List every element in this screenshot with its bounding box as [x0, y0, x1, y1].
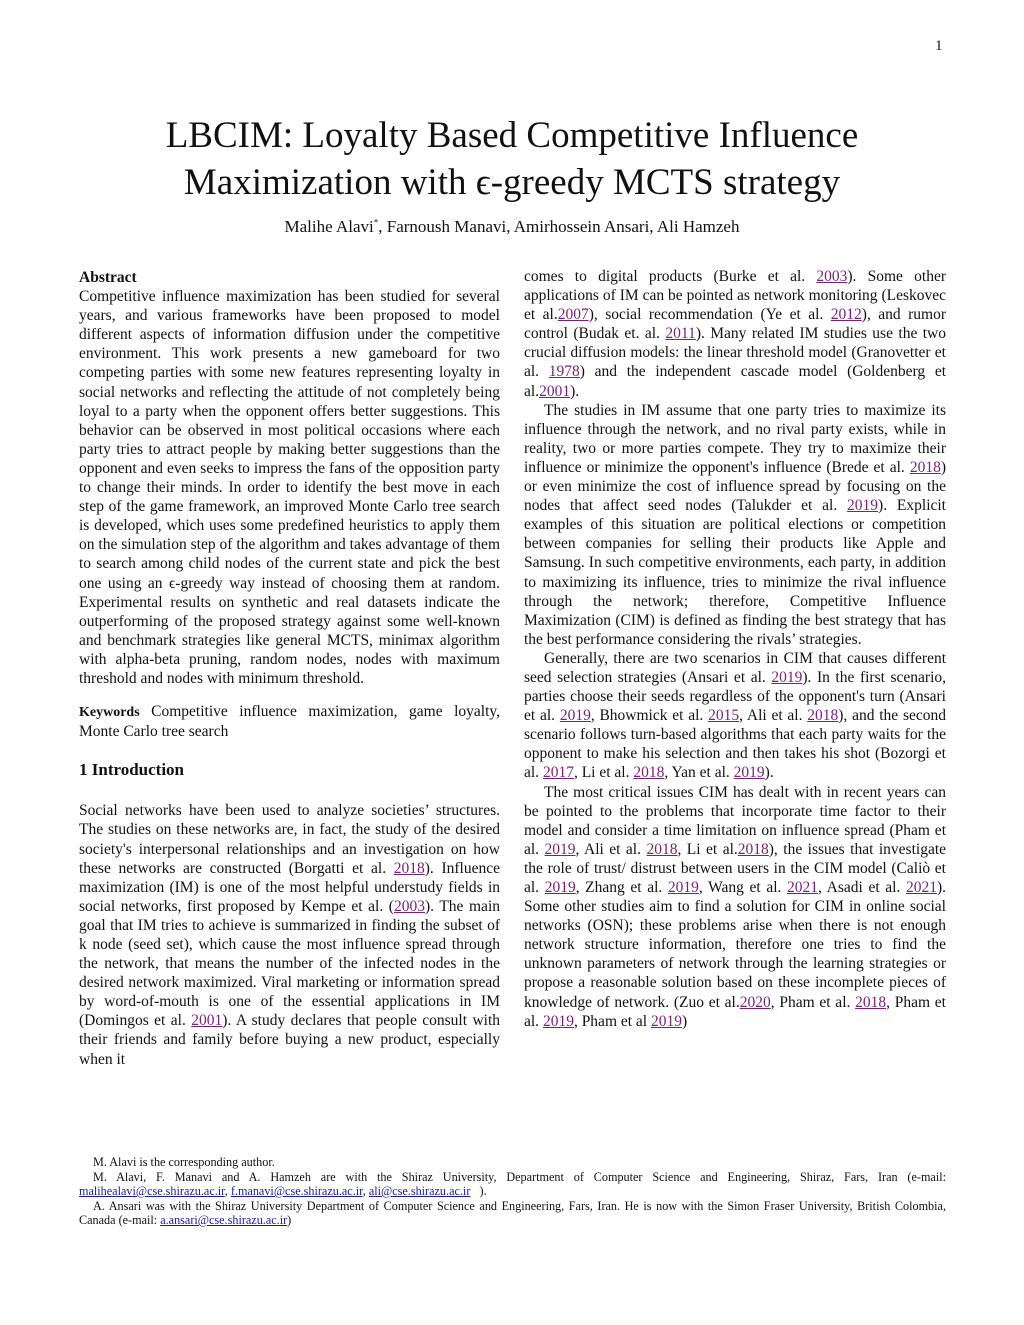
- first-author: Malihe Alavi: [284, 217, 374, 236]
- text-run: , Asadi et al.: [818, 879, 906, 896]
- citation-link[interactable]: 2019: [733, 764, 765, 782]
- text-run: Social networks have been used to analyze societies’ structures. The studies on these networks are, in fact, the study of the desired society's interpersonal relationships and an investigation on how these networks are constructed (Borgatti et al.: [79, 802, 500, 877]
- text-run: A. Ansari was with the Shiraz University Department of Computer Science and Engineering, Fars, Iran. He is now with the Simon Fraser University, British Colombia, Canada (e-mail:: [79, 1198, 946, 1227]
- text-run: ).: [570, 382, 580, 400]
- text-run: M. Alavi, F. Manavi and A. Hamzeh are with the Shiraz University, Department of Computer Science and Engineering, Shiraz, Fars, Iran (e-mail:: [93, 1169, 946, 1184]
- keywords-text: Competitive influence maximization, game loyalty, Monte Carlo tree search: [79, 703, 500, 741]
- paragraph-continued: [524, 267, 946, 401]
- text-run: ). Some other studies aim to find a solution for CIM in online social networks (OSN); these problems arise when there is not enough network structure information, therefore one tries to find the unknown parameters of network through the learning strategies or propose a reasonable solution based on these incomplete pieces of knowledge of network. (Zuo et al.: [524, 879, 946, 1011]
- citation-link[interactable]: 2018: [855, 993, 887, 1011]
- paper-title: [80, 112, 944, 206]
- citation-link[interactable]: 2015: [708, 707, 740, 725]
- author-list: [80, 217, 944, 237]
- corresponding-mark: *: [373, 217, 379, 228]
- text-run: , Ali et al.: [575, 840, 647, 858]
- citation-link[interactable]: 2019: [544, 879, 576, 896]
- citation-link[interactable]: 2019: [771, 668, 803, 686]
- other-authors: , Farnoush Manavi, Amirhossein Ansari, Ali Hamzeh: [378, 217, 740, 236]
- abstract-heading: Abstract: [79, 269, 137, 286]
- text-run: ). A study declares that people consult with their friends and family before buying a new product, especially when it: [79, 1012, 501, 1068]
- citation-link[interactable]: 2007: [557, 306, 589, 324]
- keywords: [79, 702, 500, 741]
- text-run: , Yan et al.: [664, 764, 734, 782]
- paragraph-cim-scenarios: [524, 649, 946, 783]
- email-link[interactable]: a.ansari@cse.shirazu.ac.ir: [160, 1213, 288, 1227]
- section-heading-introduction: 1 Introduction: [79, 760, 185, 780]
- citation-link[interactable]: 2011: [665, 325, 696, 343]
- text-run: ), and rumor control (Budak et. al.: [524, 306, 947, 343]
- text-run: , Pham et al: [573, 1012, 651, 1030]
- citation-link[interactable]: 2019: [542, 1012, 574, 1030]
- keywords-label: Keywords: [79, 705, 140, 721]
- intro-paragraph: [79, 801, 500, 1068]
- text-run: Generally, there are two scenarios in CIM that causes different seed selection strategies (Ansari et al.: [524, 649, 946, 686]
- text-run: , Pham et al.: [770, 993, 856, 1011]
- text-run: ), and the second scenario follows turn-based algorithms that each party waits for the opponent to make his selection and then takes his shot (Bozorgi et al.: [524, 707, 946, 782]
- citation-link[interactable]: 2003: [393, 897, 425, 915]
- citation-link[interactable]: 2019: [847, 497, 879, 515]
- footnotes: [79, 1155, 946, 1228]
- email-link[interactable]: malihealavi@cse.shirazu.ac.ir: [79, 1184, 225, 1198]
- citation-link[interactable]: 2019: [651, 1012, 682, 1030]
- citation-link[interactable]: 2012: [830, 306, 862, 324]
- text-run: ).: [470, 1184, 487, 1198]
- footnote-corresponding: M. Alavi is the corresponding author.: [93, 1155, 275, 1169]
- citation-link[interactable]: 2019: [667, 879, 699, 896]
- paragraph-cim-definition: [524, 401, 946, 649]
- text-run: comes to digital products (Burke et al.: [524, 268, 817, 285]
- citation-link[interactable]: 2018: [393, 859, 425, 877]
- footnote-affiliation-shiraz: [79, 1170, 946, 1199]
- text-run: ): [682, 1012, 688, 1030]
- text-run: ), social recommendation (Ye et al.: [588, 306, 831, 324]
- text-run: The studies in IM assume that one party tries to maximize its influence through the network, and no rival party exists, while in reality, two or more parties compete. They try to maximize their influence or minimize the opponent's influence (Brede et al.: [524, 401, 946, 476]
- citation-link[interactable]: 2018: [633, 764, 665, 782]
- citation-link[interactable]: 2020: [739, 993, 771, 1011]
- citation-link[interactable]: 2018: [807, 707, 839, 725]
- citation-link[interactable]: 2018: [737, 840, 769, 858]
- text-run: , Zhang et al.: [575, 879, 668, 896]
- text-run: ). Many related IM studies use the two crucial diffusion models: the linear threshold model (Granovetter et al.: [524, 325, 947, 381]
- citation-link[interactable]: 2019: [559, 707, 591, 725]
- citation-link[interactable]: 2017: [542, 764, 574, 782]
- citation-link[interactable]: 2001: [191, 1012, 223, 1030]
- text-run: ,: [362, 1184, 369, 1198]
- text-run: ). Some other applications of IM can be pointed as network monitoring (Leskovec et al.: [524, 268, 946, 324]
- text-run: ). Explicit examples of this situation are political elections or competition between companies for selling their products like Apple and Samsung. In such competitive environments, each party, in addition to maximizing its influence, tries to minimize the rival influence through the network; therefore, Competitive Influence Maximization (CIM) is defined as finding the best strategy that has the best performance considering the rivals’ strategies.: [524, 497, 946, 648]
- text-run: ,: [224, 1184, 231, 1198]
- text-run: , Wang et al.: [698, 879, 788, 896]
- text-run: ) or even minimize the cost of influence spread by focusing on the nodes that affect seed nodes (Talukder et al.: [524, 458, 946, 515]
- citation-link[interactable]: 2019: [544, 840, 576, 858]
- title-line-2: Maximization with ϵ-greedy MCTS strategy: [183, 162, 841, 203]
- text-run: ). The main goal that IM tries to achieve is summarized in finding the subset of k node (seed set), which cause the most influence spread through the network, that means the number of the infected nodes in the desired network maximized. Viral marketing or information spread by word-of-mouth is one of the essential applications in IM (Domingos et al.: [79, 897, 500, 1030]
- citation-link[interactable]: 2021: [905, 879, 937, 896]
- text-run: ), the issues that investigate the role of trust/ distrust between users in the CIM model (Caliò et al.: [524, 840, 947, 896]
- page-number: 1: [935, 38, 943, 54]
- footnote-affiliation-sfu: [79, 1199, 946, 1228]
- text-run: The most critical issues CIM has dealt with in recent years can be pointed to the problems that incorporate time factor to their model and consider a time limitation on influence spread (Pham et al.: [524, 783, 946, 858]
- text-run: , Li et al.: [677, 840, 738, 858]
- citation-link[interactable]: 2001: [539, 382, 571, 400]
- citation-link[interactable]: 2021: [787, 879, 819, 896]
- text-run: , Pham et al.: [524, 993, 946, 1030]
- left-column: [79, 268, 500, 1069]
- title-line-1: LBCIM: Loyalty Based Competitive Influence: [165, 115, 859, 156]
- citation-link[interactable]: 2003: [816, 268, 848, 285]
- right-column: [524, 267, 946, 1031]
- citation-link[interactable]: 2018: [646, 840, 678, 858]
- text-run: ): [287, 1213, 292, 1227]
- paragraph-cim-issues: [524, 783, 946, 1031]
- text-run: , Li et al.: [573, 764, 634, 782]
- text-run: , Bhowmick et al.: [590, 707, 709, 725]
- text-run: ).: [764, 764, 774, 782]
- text-run: ) and the independent cascade model (Goldenberg et al.: [524, 363, 947, 400]
- citation-link[interactable]: 2018: [909, 458, 941, 476]
- text-run: ). In the first scenario, parties choose their seeds regardless of the opponent's turn (Ansari et al.: [524, 668, 946, 725]
- text-run: ). Influence maximization (IM) is one of the most helpful understudy fields in social networks, first proposed by Kempe et al. (: [79, 859, 500, 915]
- abstract-text: Competitive influence maximization has been studied for several years, and various frameworks have been proposed to model different aspects of information diffusion under the competitive environment. This work presents a new gameboard for two competing parties with some new features representing loyalty in social networks and reflecting the attitude of not completely being loyal to a party when the opponent offers better suggestions. This behavior can be observed in most political occasions where each party tries to attract people by making better suggestions than the opponent and even seeks to impress the fans of the opposition party to change their minds. In order to identify the best move in each step of the game framework, an improved Monte Carlo tree search is developed, which uses some predefined heuristics to apply them on the simulation step of the algorithm and takes advantage of them to search among child nodes of the current state and pick the best one using an ϵ-greedy way instead of choosing them at random. Experimental results on synthetic and real datasets indicate the outperforming of the proposed strategy against some well-known and benchmark strategies like general MCTS, minimax algorithm with alpha-beta pruning, random nodes, nodes with maximum threshold and nodes with minimum threshold.: [79, 288, 500, 687]
- citation-link[interactable]: 1978: [548, 363, 580, 381]
- text-run: , Ali et al.: [739, 707, 808, 725]
- email-link[interactable]: f.manavi@cse.shirazu.ac.ir: [230, 1184, 363, 1198]
- email-link[interactable]: ali@cse.shirazu.ac.ir: [368, 1184, 471, 1198]
